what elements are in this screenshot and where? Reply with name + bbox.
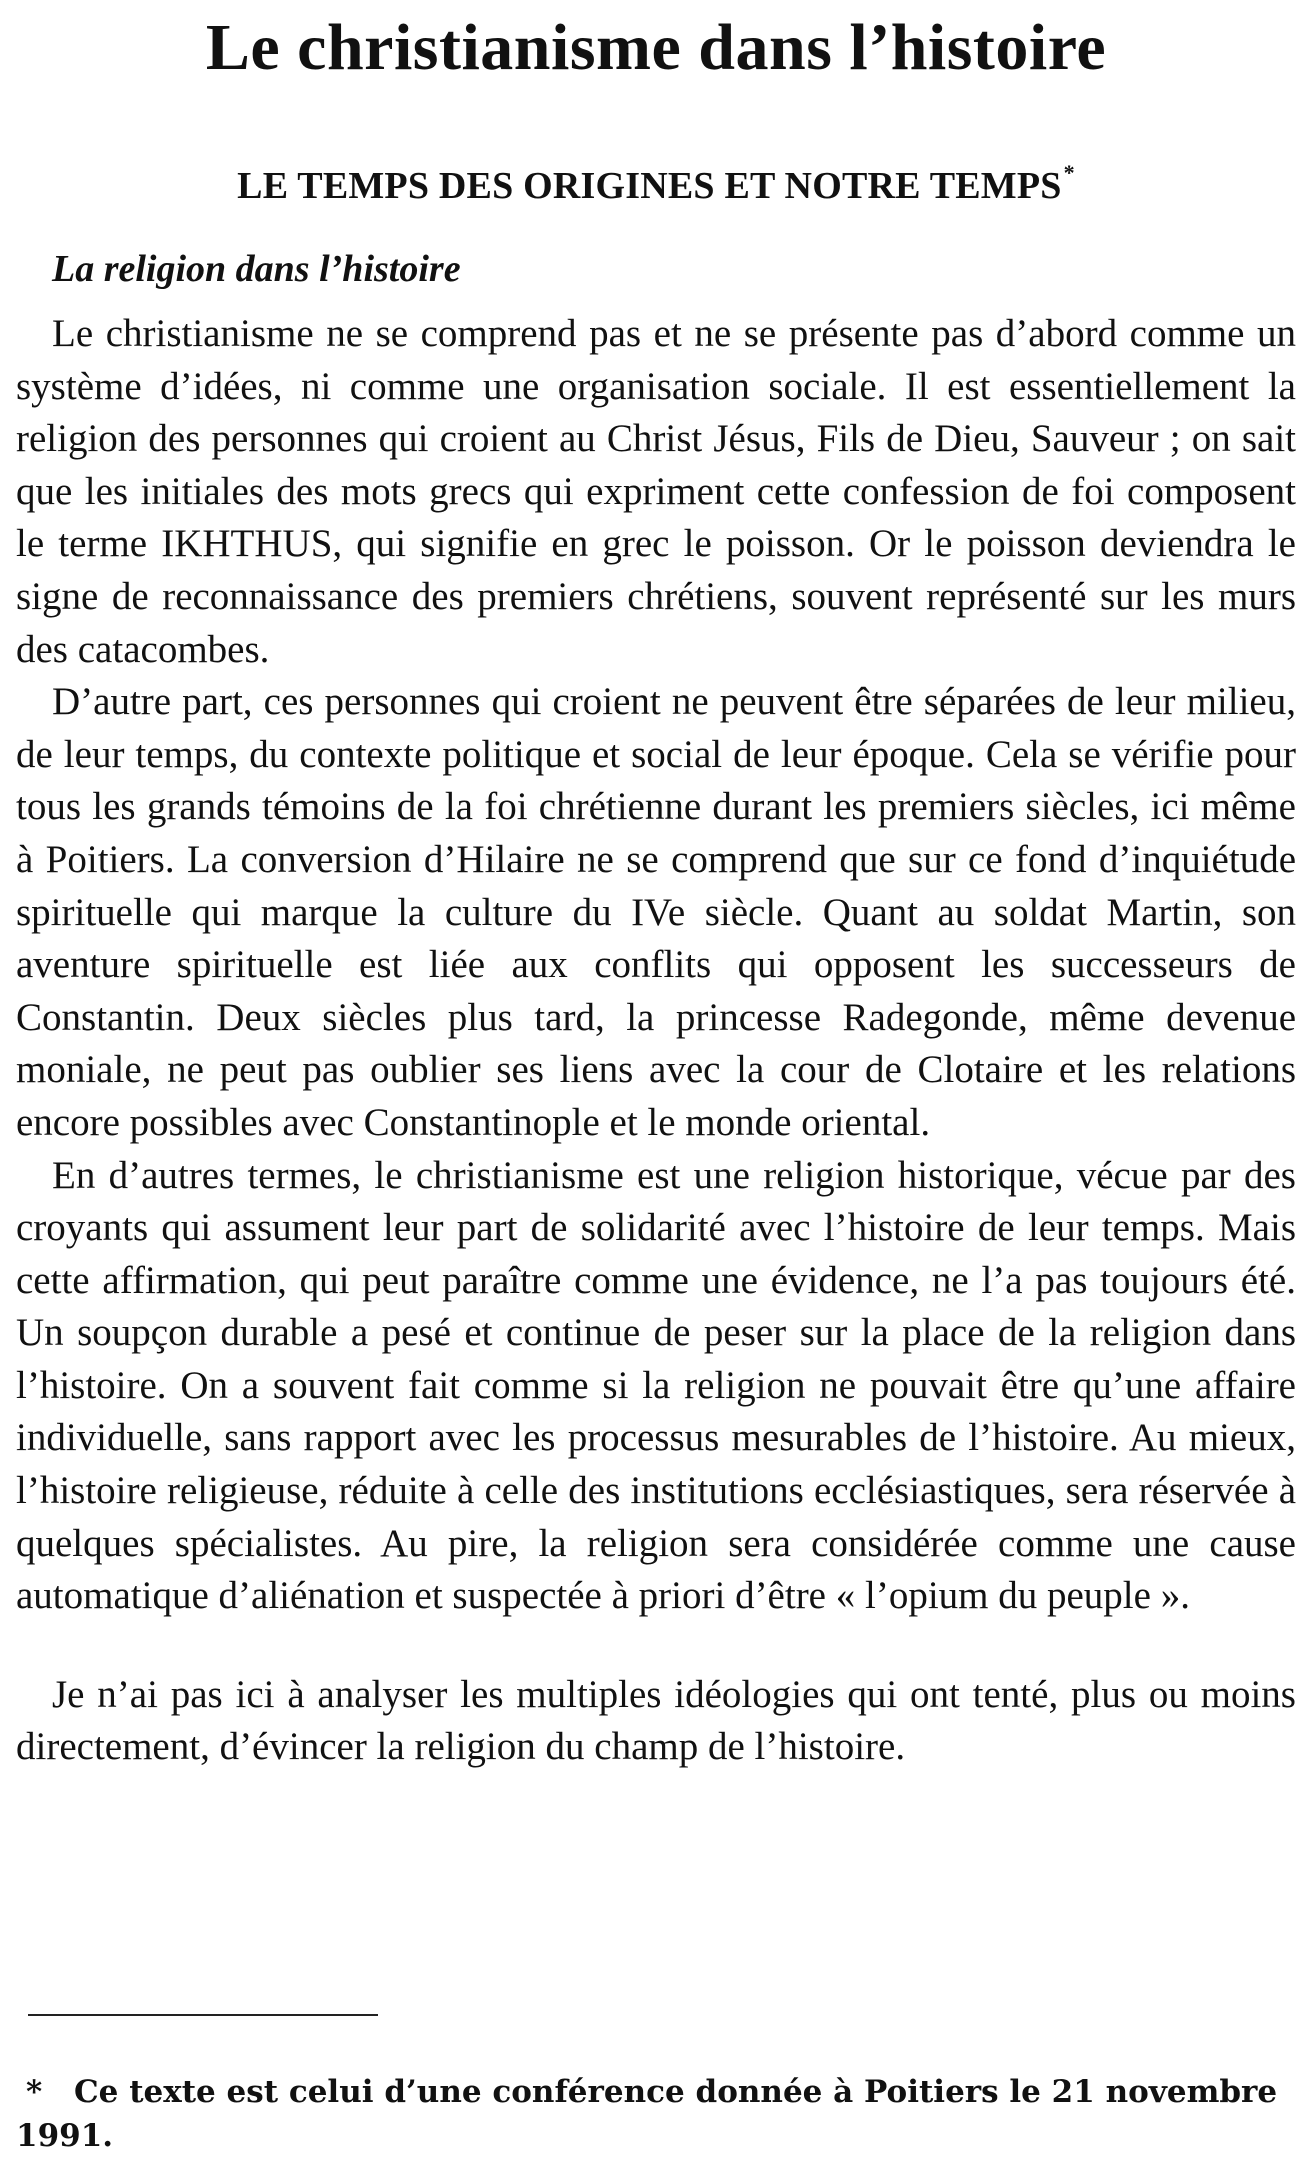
paragraph-3: En d’autres termes, le christianisme est une religion historique, vécue par des croyants qui assument leur part de solidarité avec l’histoire de leur temps. Mais cette affirmation, qui peut paraître comme une évidence, ne l’a pas toujours été. Un soupçon durable a pesé et continue de peser sur la place de la religion dans l’histoire. On a souvent fait comme si la religion ne pouvait être qu’une affaire individuelle, sans rapport avec les processus mesurables de l’histoire. Au mieux, l’histoire religieuse, réduite à celle des institutions ecclésiastiques, sera réservée à quelques spécialistes. Au pire, la religion sera considérée comme une cause automatique d’aliénation et suspectée à priori d’être « l’opium du peuple ».	[16, 1153, 1296, 1618]
paragraph-2: D’autre part, ces personnes qui croient ne peuvent être séparées de leur milieu, de leur temps, du contexte politique et social de leur époque. Cela se vérifie pour tous les grands témoins de la foi chrétienne durant les premiers siècles, ici même à Poitiers. La conversion d’Hilaire ne se comprend que sur ce fond d’inquiétude spirituelle qui marque la culture du IVe siècle. Quant au soldat Martin, son aventure spirituelle est liée aux conflits qui opposent les successeurs de Constantin. Deux siècles plus tard, la princesse Radegonde, même devenue moniale, ne peut pas oublier ses liens avec la cour de Clotaire et les relations encore possibles avec Constantinople et le monde oriental.	[16, 680, 1296, 1144]
footnote-divider	[28, 2014, 378, 2016]
paragraph-spacer	[16, 1623, 1296, 1669]
subtitle-text: LE TEMPS DES ORIGINES ET NOTRE TEMPS	[237, 165, 1062, 207]
document-page	[16, 0, 1296, 2154]
paragraph-4: Je n’ai pas ici à analyser les multiples idéologies qui ont tenté, plus ou moins directement, d’évincer la religion du champ de l’histoire.	[16, 1672, 1296, 1769]
footnote-reference-marker: *	[1063, 160, 1075, 185]
body-text	[16, 308, 1296, 1774]
footnote-text: Ce texte est celui d’une conférence donnée à Poitiers le 21 novembre 1991.	[16, 2074, 1278, 2154]
paragraph-1: Le christianisme ne se comprend pas et ne se présente pas d’abord comme un système d’idées, ni comme une organisation sociale. Il est essentiellement la religion des personnes qui croient au Christ Jésus, Fils de Dieu, Sauveur ; on sait que les initiales des mots grecs qui expriment cette confession de foi composent le terme IKHTHUS, qui signifie en grec le poisson. Or le poisson deviendra le signe de reconnaissance des premiers chrétiens, souvent représenté sur les murs des catacombes.	[16, 312, 1296, 671]
footnote	[16, 2070, 1296, 2158]
footnote-marker: *	[26, 2074, 43, 2110]
document-title: Le christianisme dans l’histoire	[205, 11, 1107, 84]
document-subtitle	[16, 148, 1296, 211]
section-heading: La religion dans l’histoire	[52, 248, 461, 290]
